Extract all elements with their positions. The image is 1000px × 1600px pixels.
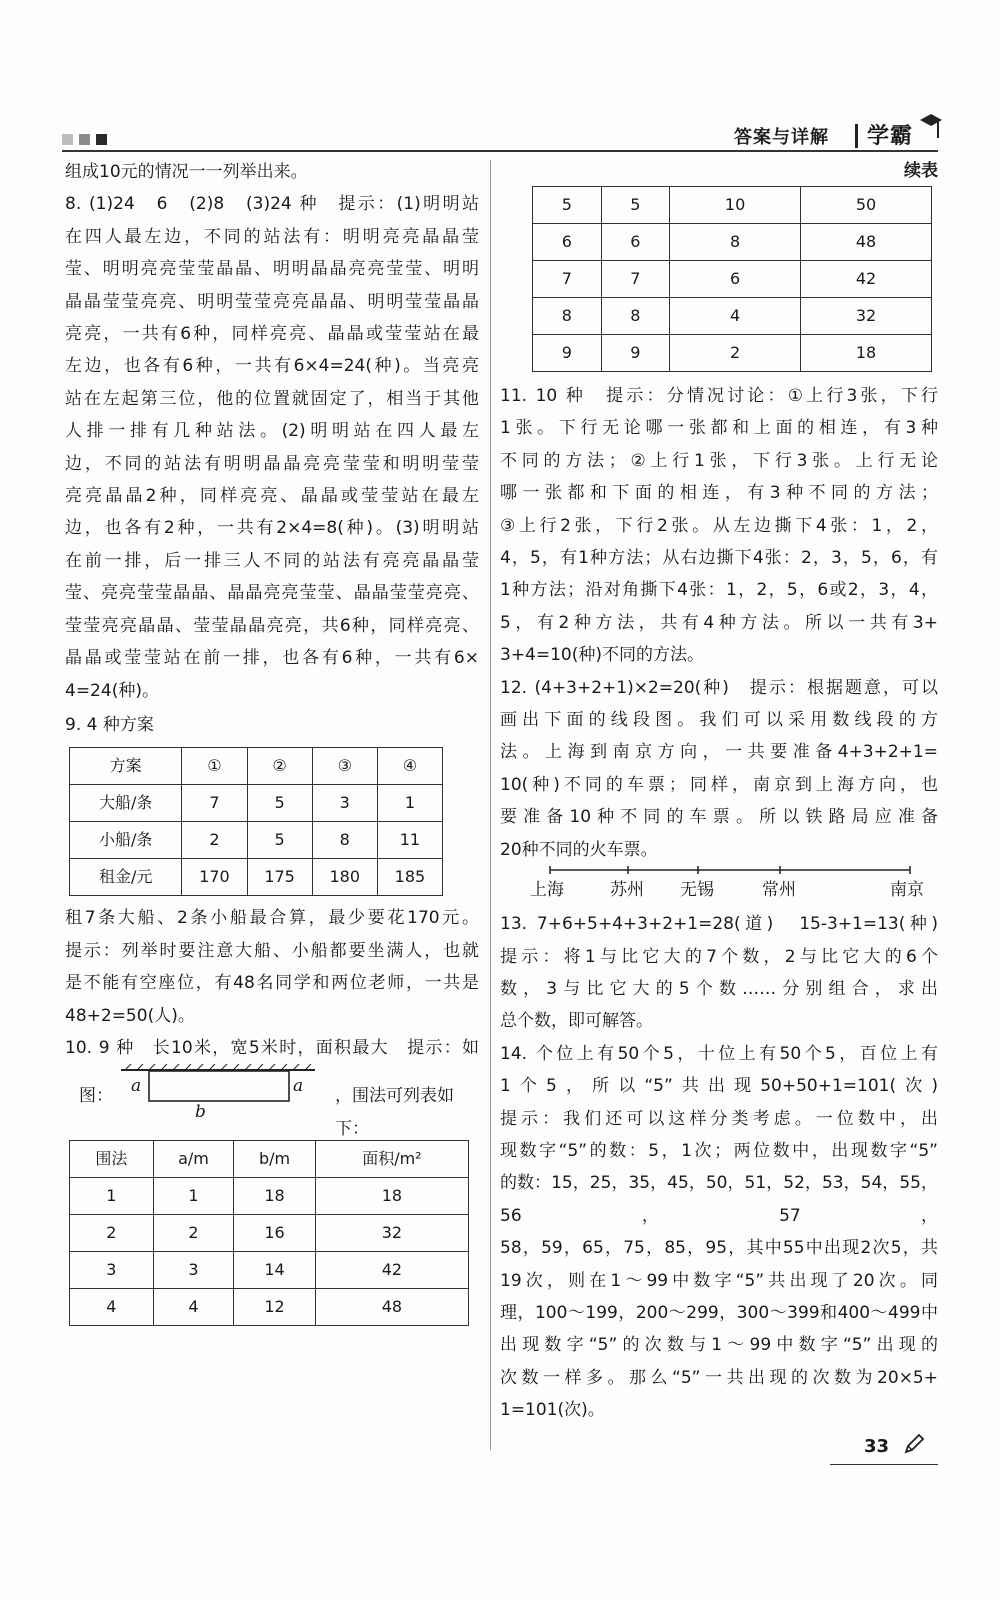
- text-line: 3+4=10(种)不同的方法。: [500, 645, 705, 666]
- text-line: 组成10元的情况一一列举出来。: [65, 162, 308, 182]
- table-cell: 50: [801, 187, 932, 224]
- q9-explanation: [65, 902, 479, 1032]
- text-line: 亮亮，一共有6种，同样亮亮、晶晶或莹莹站在最: [65, 324, 479, 345]
- text-line: 亮亮晶晶2种，同样亮亮、晶晶或莹莹站在最左: [65, 486, 479, 507]
- page-number: 33: [864, 1436, 890, 1457]
- q9-table: [69, 747, 443, 896]
- railway-line-diagram: [500, 866, 938, 908]
- header-title: 答案与详解: [734, 127, 829, 148]
- column-divider: [490, 160, 491, 1450]
- table-cell: 3: [70, 1252, 154, 1289]
- pencil-icon: [902, 1432, 926, 1456]
- table-cell: 小船/条: [70, 822, 182, 859]
- header-decoration: [62, 134, 107, 145]
- text-line: 1=101(次)。: [500, 1400, 605, 1421]
- table-cell: 2: [70, 1215, 154, 1252]
- table-cell: 9: [533, 335, 602, 372]
- table-cell: 3: [312, 785, 377, 822]
- table-cell: ②: [247, 748, 312, 785]
- table-cell: 8: [533, 298, 602, 335]
- table-cell: 180: [312, 859, 377, 896]
- text-line: 边，不同的站法有明明晶晶亮亮莹莹和明明莹莹: [65, 453, 479, 474]
- text-line: 48+2=50(人)。: [65, 1005, 195, 1026]
- table-row: [533, 187, 932, 224]
- text-line: 站在左起第三位，他的位置就固定了，相当于其他: [65, 388, 479, 409]
- text-line: 4=24(种)。: [65, 680, 159, 701]
- q10-label-a: a: [131, 1076, 142, 1097]
- text-line: 10(种)不同的车票；同样，南京到上海方向，也: [500, 774, 938, 795]
- table-row: [70, 748, 443, 785]
- table-cell: 7: [601, 261, 670, 298]
- text-line: 13. 7+6+5+4+3+2+1=28(道) 15-3+1=13(种): [500, 914, 938, 935]
- table-cell: 32: [801, 298, 932, 335]
- table-cell: 6: [670, 261, 801, 298]
- table-cell: 6: [533, 224, 602, 261]
- table-row: [533, 224, 932, 261]
- table-row: [70, 1215, 469, 1252]
- table-row: [70, 1252, 469, 1289]
- table-cell: 14: [234, 1252, 316, 1289]
- q10-figure: [65, 1064, 479, 1139]
- text-line: 提示：我们还可以这样分类考虑。一位数中，出: [500, 1108, 938, 1129]
- text-line: 不同的方法；②上行1张，下行3张。上行无论: [500, 450, 938, 471]
- text-line: 边，也各有2种，一共有2×4=8(种)。(3)明明站: [65, 518, 479, 539]
- table-cell: 3: [153, 1252, 234, 1289]
- table-cell: 7: [182, 785, 247, 822]
- table-row: [70, 1289, 469, 1326]
- q10-figure-prefix: 图：: [79, 1086, 113, 1107]
- table-cell: 48: [315, 1289, 468, 1326]
- text-line: 出现数字“5”的次数与1～99中数字“5”出现的: [500, 1335, 938, 1356]
- table-cell: 1: [377, 785, 442, 822]
- text-line: 莹莹亮亮晶晶、莹莹晶晶亮亮，共6种，同样亮亮、: [65, 615, 479, 636]
- station-label: 苏州: [610, 880, 644, 901]
- text-line: 是不能有空座位，有48名同学和两位老师，一共是: [65, 973, 479, 994]
- text-line: 人排一排有几种站法。(2)明明站在四人最左: [65, 421, 479, 442]
- table-cell: 9: [601, 335, 670, 372]
- table-cell: 方案: [70, 748, 182, 785]
- table-cell: 4: [670, 298, 801, 335]
- text-line: 19次，则在1～99中数字“5”共出现了20次。同: [500, 1270, 938, 1291]
- text-line: 12. (4+3+2+1)×2=20(种) 提示：根据题意，可以: [500, 677, 938, 698]
- text-line: 的数：15，25，35，45，50，51，52，53，54，55，56，57，: [500, 1173, 938, 1226]
- right-column: [500, 156, 938, 1427]
- continued-table-label: 续表: [904, 161, 938, 181]
- text-line: 莹、亮亮莹莹晶晶、晶晶亮亮莹莹、晶晶莹莹亮亮、: [65, 583, 479, 604]
- q10-label-a-right: a: [293, 1076, 304, 1097]
- table-row: [533, 335, 932, 372]
- text-line: 晶晶莹莹亮亮、明明莹莹亮亮晶晶、明明莹莹晶晶: [65, 291, 479, 312]
- continued-table: [532, 186, 932, 372]
- table-cell: 42: [801, 261, 932, 298]
- text-line: 哪一张都和下面的相连，有3种不同的方法；: [500, 483, 938, 504]
- table-cell: 42: [315, 1252, 468, 1289]
- railway-line: [500, 866, 938, 908]
- text-line: 租7条大船、2条小船最合算，最少要花170元。: [65, 908, 479, 929]
- table-cell: a/m: [153, 1141, 234, 1178]
- header-separator: [855, 124, 858, 148]
- left-column: [65, 156, 479, 1326]
- table-row: [70, 1178, 469, 1215]
- station-label: 南京: [890, 880, 924, 901]
- table-cell: 16: [234, 1215, 316, 1252]
- text-line: 理，100～199，200～299，300～399和400～499中: [500, 1302, 938, 1323]
- table-row: [70, 822, 443, 859]
- text-line: 提示：将1与比它大的7个数，2与比它大的6个: [500, 946, 938, 967]
- header-rule: [62, 150, 938, 152]
- table-cell: 11: [377, 822, 442, 859]
- q9-heading: 9. 4 种方案: [65, 714, 154, 735]
- text-line: 在四人最左边，不同的站法有：明明亮亮晶晶莹: [65, 226, 479, 247]
- table-cell: 2: [182, 822, 247, 859]
- table-cell: 18: [801, 335, 932, 372]
- graduation-cap-icon: [920, 110, 942, 140]
- table-cell: 1: [70, 1178, 154, 1215]
- table-cell: 175: [247, 859, 312, 896]
- text-line: 画出下面的线段图。我们可以采用数线段的方: [500, 710, 938, 731]
- station-label: 常州: [762, 880, 796, 901]
- table-cell: 4: [153, 1289, 234, 1326]
- text-line: 总个数，即可解答。: [500, 1011, 653, 1032]
- text-line: 在前一排，后一排三人不同的站法有亮亮晶晶莹: [65, 550, 479, 571]
- table-cell: 8: [312, 822, 377, 859]
- text-line: 1种方法；沿对角撕下4张：1，2，5，6或2，3，4，: [500, 580, 938, 601]
- table-cell: 18: [315, 1178, 468, 1215]
- text-line: 莹、明明亮亮莹莹晶晶、明明晶晶亮亮莹莹、明明: [65, 259, 479, 280]
- table-cell: 4: [70, 1289, 154, 1326]
- q11-q12-answers: [500, 380, 938, 866]
- text-line: 5，有2种方法，共有4种方法。所以一共有3+: [500, 612, 938, 633]
- q8-answer: [65, 156, 479, 707]
- table-row: [70, 1141, 469, 1178]
- table-cell: 2: [670, 335, 801, 372]
- table-cell: b/m: [234, 1141, 316, 1178]
- table-cell: 7: [533, 261, 602, 298]
- table-cell: ③: [312, 748, 377, 785]
- table-cell: 10: [670, 187, 801, 224]
- table-cell: 170: [182, 859, 247, 896]
- text-line: 1张。下行无论哪一张都和上面的相连，有3种: [500, 418, 938, 439]
- table-cell: ①: [182, 748, 247, 785]
- text-line: 20种不同的火车票。: [500, 839, 658, 860]
- q10-heading: 10. 9 种 长10米，宽5米时，面积最大 提示：如: [65, 1037, 479, 1058]
- table-cell: 大船/条: [70, 785, 182, 822]
- text-line: 次数一样多。那么“5”一共出现的次数为20×5+: [500, 1367, 938, 1388]
- table-cell: 6: [601, 224, 670, 261]
- q13-q14-answers: [500, 908, 938, 1427]
- header-brand: 学霸: [867, 124, 914, 149]
- text-line: 现数字“5”的数：5，1次；两位数中，出现数字“5”: [500, 1140, 938, 1161]
- text-line: 要准备10种不同的车票。所以铁路局应准备: [500, 807, 938, 828]
- table-cell: 5: [247, 822, 312, 859]
- text-line: ③上行2张，下行2张。从左边撕下4张：1，2，: [500, 515, 938, 536]
- text-line: 58，59，65，75，85，95，其中55中出现2次5，共: [500, 1238, 938, 1259]
- text-line: 左边，也各有6种，一共有6×4=24(种)。当亮亮: [65, 356, 479, 377]
- text-line: 11. 10 种 提示：分情况讨论：①上行3张，下行: [500, 386, 938, 406]
- table-cell: 8: [601, 298, 670, 335]
- footer-rule: [830, 1464, 938, 1465]
- table-cell: 2: [153, 1215, 234, 1252]
- text-line: 8. (1)24 6 (2)8 (3)24 种 提示：(1)明明站: [65, 194, 479, 215]
- table-row: [533, 298, 932, 335]
- q10-label-b: b: [195, 1102, 206, 1123]
- table-row: [70, 785, 443, 822]
- table-cell: 8: [670, 224, 801, 261]
- table-cell: 面积/m²: [315, 1141, 468, 1178]
- table-cell: 5: [601, 187, 670, 224]
- table-cell: 48: [801, 224, 932, 261]
- text-line: 1个5，所以“5”共出现50+50+1=101(次): [500, 1076, 938, 1097]
- text-line: 晶晶或莹莹站在前一排，也各有6种，一共有6×: [65, 648, 479, 669]
- table-row: [533, 261, 932, 298]
- station-label: 无锡: [680, 880, 714, 901]
- table-cell: 5: [247, 785, 312, 822]
- q10-table: [69, 1140, 469, 1326]
- station-label: 上海: [530, 880, 564, 901]
- table-cell: ④: [377, 748, 442, 785]
- text-line: 法。上海到南京方向，一共要准备4+3+2+1=: [500, 742, 938, 763]
- table-cell: 围法: [70, 1141, 154, 1178]
- table-cell: 32: [315, 1215, 468, 1252]
- table-cell: 1: [153, 1178, 234, 1215]
- table-row: [70, 859, 443, 896]
- text-line: 提示：列举时要注意大船、小船都要坐满人，也就: [65, 940, 479, 961]
- table-cell: 租金/元: [70, 859, 182, 896]
- text-line: 数，3与比它大的5个数……分别组合，求出: [500, 978, 938, 999]
- text-line: 4，5，有1种方法；从右边撕下4张：2，3，5，6，有: [500, 548, 938, 569]
- text-line: 14. 个位上有50个5，十位上有50个5，百位上有: [500, 1043, 938, 1064]
- table-cell: 18: [234, 1178, 316, 1215]
- table-cell: 5: [533, 187, 602, 224]
- table-cell: 185: [377, 859, 442, 896]
- q10-figure-suffix: ，围法可列表如下：: [335, 1086, 454, 1139]
- table-cell: 12: [234, 1289, 316, 1326]
